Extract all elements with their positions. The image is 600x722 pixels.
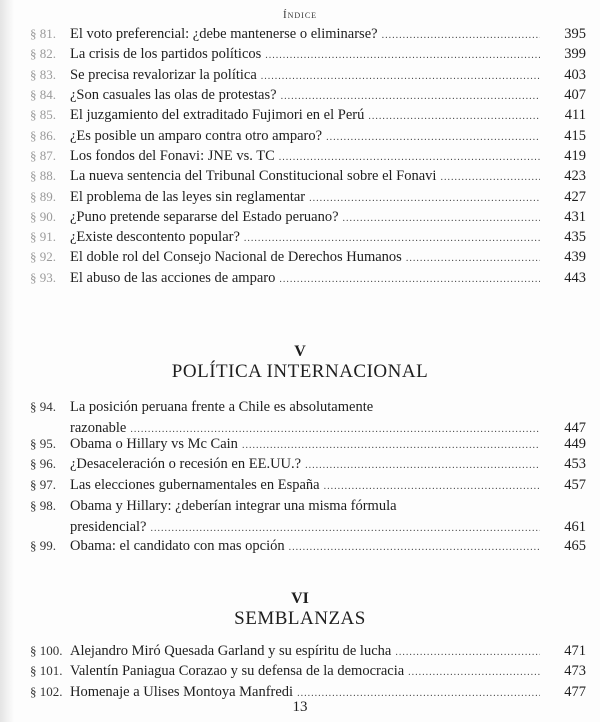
dot-leader: [265, 47, 540, 64]
toc-entry: [30, 188, 586, 207]
toc-line: [30, 25, 586, 44]
toc-entry: [30, 642, 586, 661]
page-ref: 447: [564, 420, 586, 436]
toc-entry: [30, 398, 586, 438]
dot-leader: [382, 27, 540, 44]
entry-title: La nueva sentencia del Tribunal Constitucional sobre el Fonavi: [70, 168, 437, 184]
toc-entry: [30, 45, 586, 64]
page-ref: 395: [564, 26, 586, 42]
section-number: § 97.: [30, 477, 56, 492]
page-ref: 407: [564, 87, 586, 103]
page-ref: 453: [564, 456, 586, 472]
section-number: § 81.: [30, 26, 56, 41]
toc-line: [30, 66, 586, 85]
entry-title: El abuso de las acciones de amparo: [70, 270, 276, 286]
section-number: § 96.: [30, 456, 56, 471]
section-number: § 101.: [30, 663, 63, 678]
toc-line: [30, 642, 586, 661]
toc-line: [30, 537, 586, 556]
entry-title: El juzgamiento del extraditado Fujimori en el Perú: [70, 107, 365, 123]
toc-entry: [30, 476, 586, 495]
toc-line: [30, 435, 586, 454]
dot-leader: [408, 664, 540, 681]
section-number: § 94.: [30, 399, 56, 414]
dot-leader: [281, 88, 540, 105]
entry-title: El doble rol del Consejo Nacional de Derechos Humanos: [70, 249, 402, 265]
toc-line: [30, 106, 586, 125]
page-ref: 471: [564, 643, 586, 659]
page-ref: 449: [564, 436, 586, 452]
toc-entry: [30, 228, 586, 247]
entry-title-continued: presidencial?: [70, 519, 147, 535]
toc-entry: [30, 25, 586, 44]
entry-title: Homenaje a Ulises Montoya Manfredi: [70, 684, 294, 700]
section-number: § 91.: [30, 229, 56, 244]
section-number: § 102.: [30, 684, 63, 699]
entry-title: Alejandro Miró Quesada Garland y su espíritu de lucha: [70, 643, 392, 659]
page-number: 13: [292, 699, 308, 715]
dot-leader: [395, 644, 540, 661]
toc-entry: [30, 497, 586, 537]
dot-leader: [368, 108, 540, 125]
entry-title: Los fondos del Fonavi: JNE vs. TC: [70, 148, 275, 164]
section-number: § 99.: [30, 538, 56, 553]
toc-entry: [30, 208, 586, 227]
toc-line: [30, 248, 586, 267]
toc-entry: [30, 86, 586, 105]
toc-line: [30, 86, 586, 105]
entry-title: El voto preferencial: ¿debe mantenerse o eliminarse?: [70, 26, 378, 42]
toc-line: [30, 208, 586, 227]
entry-title: ¿Existe descontento popular?: [70, 229, 240, 245]
section-number: § 82.: [30, 46, 56, 61]
entry-title: ¿Son casuales las olas de protestas?: [70, 87, 277, 103]
page-ref: 477: [564, 684, 586, 700]
page-ref: 435: [564, 229, 586, 245]
toc-entry: [30, 248, 586, 267]
dot-leader: [279, 149, 540, 166]
toc-line: [30, 45, 586, 64]
page-ref: 457: [564, 477, 586, 493]
section-number: § 100.: [30, 643, 63, 658]
section-number: § 83.: [30, 67, 56, 82]
section-number: § 88.: [30, 168, 56, 183]
toc-entry: [30, 269, 586, 288]
page-ref: 399: [564, 46, 586, 62]
entry-title: El problema de las leyes sin reglamentar: [70, 189, 306, 205]
toc-entry: [30, 147, 586, 166]
page-ref: 419: [564, 148, 586, 164]
toc-line-continued: [30, 519, 586, 537]
dot-leader: [309, 190, 540, 207]
section-heading-v: [0, 343, 600, 383]
dot-leader: [305, 457, 540, 474]
section-number: § 84.: [30, 87, 56, 102]
toc-line: [30, 228, 586, 247]
toc-line: [30, 662, 586, 681]
page-ref: 427: [564, 189, 586, 205]
dot-leader: [244, 230, 540, 247]
page-ref: 465: [564, 538, 586, 554]
toc-entry: [30, 66, 586, 85]
section-number: § 86.: [30, 128, 56, 143]
entry-title: Obama o Hillary vs Mc Cain: [70, 436, 238, 452]
section-roman: VI: [291, 590, 309, 607]
toc-line: [30, 497, 586, 515]
section-number: § 92.: [30, 249, 56, 264]
toc-line: [30, 476, 586, 495]
toc-line: [30, 147, 586, 166]
section-title: POLÍTICA INTERNACIONAL: [171, 361, 429, 382]
toc-entry: [30, 435, 586, 454]
page-ref: 443: [564, 270, 586, 286]
dot-leader: [406, 250, 540, 267]
section-title: SEMBLANZAS: [234, 608, 366, 629]
toc-line: [30, 127, 586, 146]
page-ref: 461: [564, 519, 586, 535]
entry-title: La crisis de los partidos políticos: [70, 46, 262, 62]
toc-entry: [30, 537, 586, 556]
entry-title: Obama: el candidato con mas opción: [70, 538, 285, 554]
dot-leader: [279, 271, 540, 288]
toc-entry: [30, 455, 586, 474]
running-head: Índice: [282, 9, 318, 21]
toc-line: [30, 455, 586, 474]
entry-title: Las elecciones gubernamentales en España: [70, 477, 320, 493]
page-ref: 473: [564, 663, 586, 679]
dot-leader: [261, 68, 540, 85]
entry-title: ¿Puno pretende separarse del Estado peruano?: [70, 209, 339, 225]
dot-leader: [440, 169, 540, 186]
page-ref: 423: [564, 168, 586, 184]
entry-title-continued: razonable: [70, 420, 127, 436]
entry-title: Obama y Hillary: ¿deberían integrar una misma fórmula: [70, 498, 397, 514]
page-ref: 411: [564, 107, 586, 123]
toc-line: [30, 269, 586, 288]
section-number: § 89.: [30, 189, 56, 204]
section-number: § 95.: [30, 436, 56, 451]
entry-title: Se precisa revalorizar la política: [70, 67, 257, 83]
dot-leader: [326, 129, 540, 146]
toc-line: [30, 167, 586, 186]
dot-leader: [242, 437, 540, 454]
entry-title: ¿Es posible un amparo contra otro amparo?: [70, 128, 323, 144]
toc-entry: [30, 167, 586, 186]
entry-title: Valentín Paniagua Corazao y su defensa de la democracia: [70, 663, 405, 679]
page-ref: 403: [564, 67, 586, 83]
dot-leader: [151, 520, 541, 537]
dot-leader: [343, 210, 540, 227]
page-ref: 439: [564, 249, 586, 265]
dot-leader: [289, 539, 540, 556]
toc-entry: [30, 662, 586, 681]
toc-line: [30, 398, 586, 416]
section-number: § 87.: [30, 148, 56, 163]
section-number: § 85.: [30, 107, 56, 122]
section-heading-vi: [0, 590, 600, 630]
entry-title: ¿Desaceleración o recesión en EE.UU.?: [70, 456, 302, 472]
toc-line: [30, 188, 586, 207]
toc-entry: [30, 127, 586, 146]
section-number: § 90.: [30, 209, 56, 224]
page-ref: 431: [564, 209, 586, 225]
section-roman: V: [294, 343, 306, 360]
entry-title: La posición peruana frente a Chile es absolutamente: [70, 399, 374, 415]
page-ref: 415: [564, 128, 586, 144]
section-number: § 93.: [30, 270, 56, 285]
toc-entry: [30, 106, 586, 125]
section-number: § 98.: [30, 498, 56, 513]
dot-leader: [324, 478, 540, 495]
